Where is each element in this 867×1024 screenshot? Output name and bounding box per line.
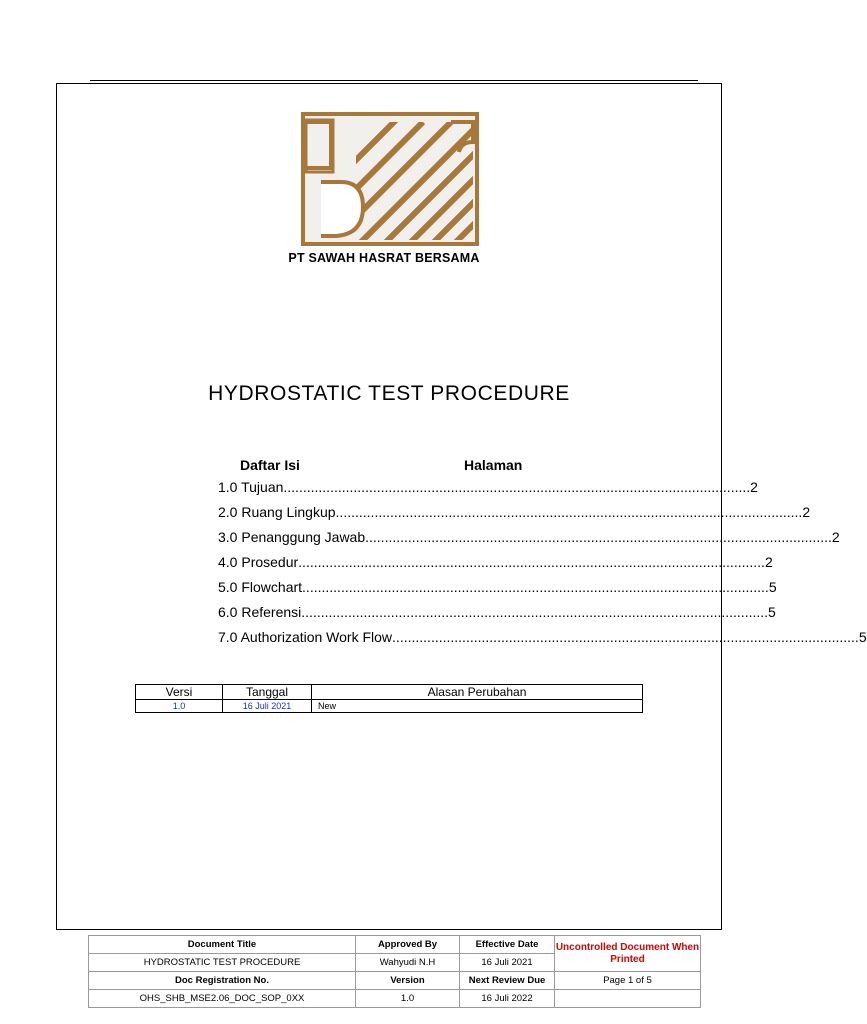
date-cell: 16 Juli 2021 [223, 700, 312, 713]
toc-heading: Daftar Isi [240, 457, 300, 473]
empty-cell [555, 990, 701, 1008]
toc-item-title: 5.0 Flowchart [218, 579, 303, 595]
toc-item-page: 2 [802, 504, 811, 520]
toc-item-title: 1.0 Tujuan [218, 479, 284, 495]
toc-item-title: 3.0 Penanggung Jawab [218, 529, 366, 545]
table-of-contents [218, 477, 867, 652]
toc-leader: ........................................................................................................................ [302, 579, 769, 595]
toc-item-title: 7.0 Authorization Work Flow [218, 629, 393, 645]
toc-leader: ........................................................................................................................ [301, 604, 769, 620]
toc-item [218, 527, 840, 552]
top-rule [90, 80, 698, 81]
toc-leader: ........................................................................................................................ [392, 629, 859, 645]
toc-item-page: 2 [764, 554, 773, 570]
version-cell: 1.0 [136, 700, 223, 713]
approved-by-value: Wahyudi N.H [356, 954, 460, 972]
next-review-header: Next Review Due [460, 972, 555, 990]
effective-date-header: Effective Date [460, 936, 555, 954]
company-name: PT SAWAH HASRAT BERSAMA [288, 251, 480, 265]
toc-item-title: 2.0 Ruang Lingkup [218, 504, 336, 520]
column-header: Tanggal [223, 685, 312, 700]
toc-leader: ........................................................................................................................ [298, 554, 765, 570]
toc-item-title: 6.0 Referensi [218, 604, 302, 620]
version-header: Version [356, 972, 460, 990]
doc-title-value: HYDROSTATIC TEST PROCEDURE [89, 954, 356, 972]
toc-item [218, 577, 777, 602]
document-control-footer [88, 935, 701, 1008]
toc-item-page: 5 [768, 579, 777, 595]
approved-by-header: Approved By [356, 936, 460, 954]
table-row [136, 700, 643, 713]
column-header: Alasan Perubahan [312, 685, 643, 700]
version-value: 1.0 [356, 990, 460, 1008]
toc-page-heading: Halaman [464, 457, 523, 473]
toc-item [218, 602, 776, 627]
toc-item-page: 2 [750, 479, 758, 495]
toc-item-page: 5 [768, 604, 776, 620]
next-review-value: 16 Juli 2022 [460, 990, 555, 1008]
toc-item-title: 4.0 Prosedur [218, 554, 299, 570]
toc-item-page: 5 [858, 629, 867, 645]
table-header-row [136, 685, 643, 700]
doc-title-header: Document Title [89, 936, 356, 954]
reg-no-header: Doc Registration No. [89, 972, 356, 990]
revision-table [135, 684, 643, 713]
toc-item [218, 477, 758, 502]
toc-item [218, 552, 773, 577]
reason-cell: New [312, 700, 643, 713]
reg-no-value: OHS_SHB_MSE2.06_DOC_SOP_0XX [89, 990, 356, 1008]
page-number: Page 1 of 5 [555, 972, 701, 990]
effective-date-value: 16 Juli 2021 [460, 954, 555, 972]
uncontrolled-notice: Uncontrolled Document When Printed [555, 936, 701, 972]
toc-item [218, 502, 811, 527]
toc-item [218, 627, 867, 652]
column-header: Versi [136, 685, 223, 700]
toc-leader: ........................................................................................................................ [365, 529, 832, 545]
toc-leader: ........................................................................................................................ [283, 479, 751, 495]
toc-leader: ........................................................................................................................ [335, 504, 803, 520]
company-logo [301, 112, 479, 246]
toc-item-page: 2 [831, 529, 840, 545]
document-title: HYDROSTATIC TEST PROCEDURE [208, 382, 570, 405]
